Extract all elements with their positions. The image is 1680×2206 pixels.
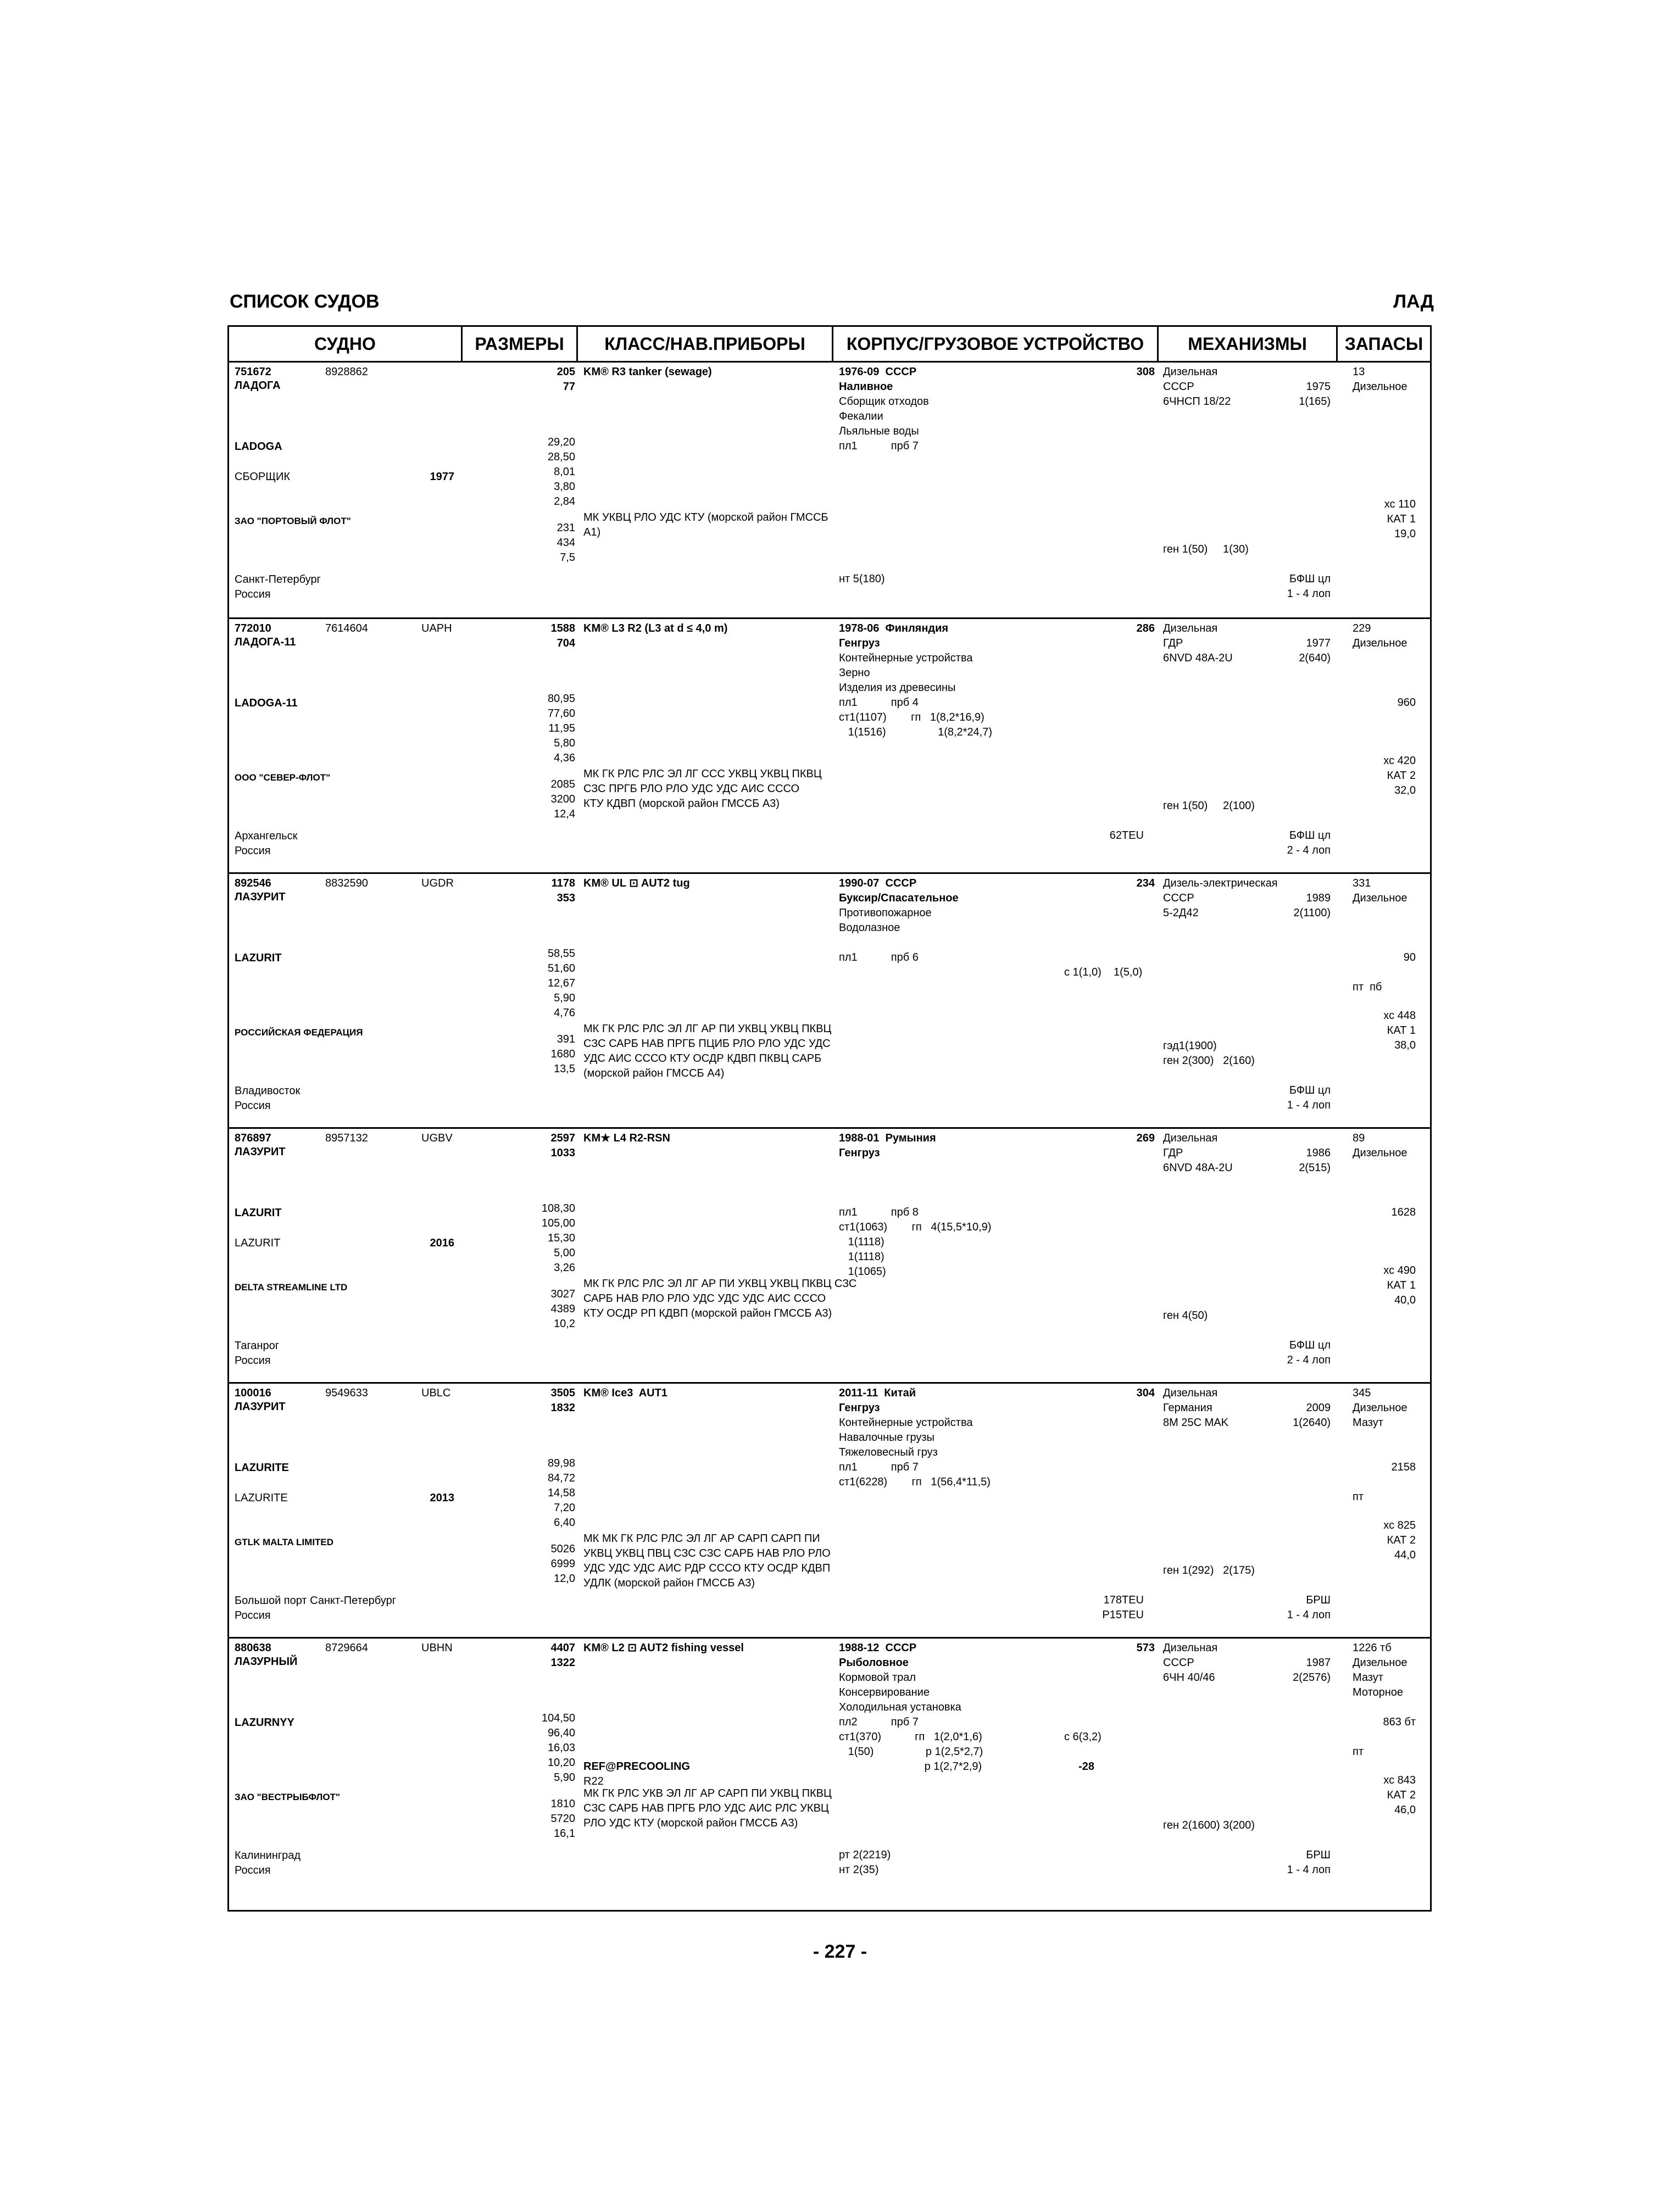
call-sign: UGDR	[421, 877, 454, 889]
propeller: БФШ цл 2 - 4 лоп	[1287, 829, 1331, 856]
extra-gear: с 1(1,0) 1(5,0)	[1064, 966, 1143, 978]
capacities: 391 1680 13,5	[550, 1033, 575, 1075]
refrigeration-temp: -28	[1078, 1761, 1094, 1773]
col-header-ship: СУДНО	[229, 327, 463, 361]
call-sign: UBHN	[421, 1642, 453, 1654]
endurance: хс 490 КАТ 1 40,0	[1383, 1264, 1416, 1306]
engine-model: 6NVD 48A-2U	[1163, 1162, 1233, 1174]
nav-equipment: МК ГК РЛС УКВ ЭЛ ЛГ АР САРП ПИ УКВЦ ПКВЦ СЗС САРБ НАВ ПРГБ РЛО УДС АИС РЛС УКВЦ РЛО УДС КТУ (морской район ГМССБ А3)	[583, 1787, 832, 1829]
dimensions: 104,50 96,40 16,03 10,20 5,90	[541, 1712, 575, 1784]
class-notation: KM® L2 ⊡ AUT2 fishing vessel	[583, 1642, 744, 1654]
net-tonnage: 353	[557, 892, 575, 904]
col-header-stores: ЗАПАСЫ	[1344, 334, 1423, 354]
country: Россия	[235, 1609, 271, 1622]
endurance: хс 825 КАТ 2 44,0	[1383, 1519, 1416, 1561]
engine-year: 2009	[1306, 1402, 1331, 1414]
owner: ООО "СЕВЕР-ФЛОТ"	[235, 772, 331, 783]
nav-equipment: МК ГК РЛС РЛС ЭЛ ЛГ АР ПИ УКВЦ УКВЦ ПКВЦ СЗС САРБ НАВ ПРГБ ПЦИБ РЛО РЛО УДС УДС УДС АИС СССО КТУ ОСДР КДВП ПКВЦ САРБ (морской район ГМССБ А4)	[583, 1023, 832, 1079]
home-port: Калининград	[235, 1850, 301, 1862]
generators: ген 1(50) 2(100)	[1163, 800, 1255, 812]
deadweight: 304	[1136, 1387, 1155, 1399]
net-tonnage: 1322	[550, 1657, 575, 1669]
owner: ЗАО "ВЕСТРЫБФЛОТ"	[235, 1792, 340, 1802]
build-info: 1978-06 Финляндия	[839, 622, 949, 634]
former-name: СБОРЩИК	[235, 471, 291, 483]
nav-equipment: МК ГК РЛС РЛС ЭЛ ЛГ ССС УКВЦ УКВЦ ПКВЦ СЗС ПРГБ РЛО РЛО УДС УДС АИС СССО КТУ КДВП (морской район ГМССБ А3)	[583, 768, 822, 810]
dimensions: 108,30 105,00 15,30 5,00 3,26	[541, 1202, 575, 1274]
propeller: БРШ 1 - 4 лоп	[1287, 1849, 1331, 1876]
engine-model: 6ЧН 40/46	[1163, 1672, 1215, 1684]
cranes: ст1(6228) гп 1(56,4*11,5)	[839, 1476, 991, 1488]
fuel-type: Дизельное Мазут Моторное	[1353, 1657, 1408, 1698]
extra-gear: с 6(3,2)	[1064, 1731, 1102, 1743]
fuel-capacity: 345	[1353, 1387, 1371, 1399]
former-year: 2016	[430, 1237, 454, 1249]
engine-year: 1989	[1306, 892, 1331, 904]
ship-name-latin: LADOGA	[235, 441, 282, 453]
gross-tonnage: 4407	[550, 1642, 575, 1654]
engine-type: Дизельная	[1163, 1132, 1218, 1144]
gross-tonnage: 3505	[550, 1387, 575, 1399]
fuel-type: Дизельное	[1353, 892, 1408, 904]
deadweight: 269	[1136, 1132, 1155, 1144]
gross-tonnage: 205	[557, 366, 575, 378]
net-tonnage: 704	[557, 637, 575, 649]
section-code: ЛАД	[1393, 291, 1434, 312]
endurance: хс 420 КАТ 2 32,0	[1383, 755, 1416, 796]
ship-record	[229, 1382, 1430, 1637]
teu: 178TEU P15TEU	[1102, 1594, 1144, 1621]
capacities: 1810 5720 16,1	[550, 1798, 575, 1840]
former-year: 1977	[430, 471, 454, 483]
generators: ген 1(292) 2(175)	[1163, 1564, 1255, 1576]
gross-tonnage: 1588	[550, 622, 575, 634]
reg-number: 892546	[235, 877, 271, 889]
imo-number: 8832590	[325, 877, 368, 889]
dimensions: 29,20 28,50 8,01 3,80 2,84	[547, 436, 575, 508]
imo-number: 8928862	[325, 366, 368, 378]
cranes: ст1(1107) гп 1(8,2*16,9) 1(1516) 1(8,2*24,7)	[839, 711, 993, 738]
cargo-types: Противопожарное Водолазное	[839, 907, 932, 934]
col-header-hull: КОРПУС/ГРУЗОВОЕ УСТРОЙСТВО	[833, 327, 1159, 361]
hull-type: Наливное	[839, 381, 893, 393]
fuel-volume: 90	[1403, 951, 1416, 963]
ship-record	[229, 1127, 1430, 1382]
home-port: Архангельск	[235, 830, 298, 842]
fuel-type: Дизельное	[1353, 381, 1408, 393]
fuel-capacity: 89	[1353, 1132, 1365, 1144]
cranes: ст1(1063) гп 4(15,5*10,9) 1(1118) 1(1118) 1(1065)	[839, 1221, 992, 1278]
home-port: Владивосток	[235, 1085, 301, 1097]
dimensions: 58,55 51,60 12,67 5,90 4,76	[547, 948, 575, 1019]
engine-country: СССР	[1163, 1657, 1194, 1669]
fuel-capacity: 331	[1353, 877, 1371, 889]
refrigerant: R22	[583, 1775, 604, 1787]
gross-tonnage: 2597	[550, 1132, 575, 1144]
fuel-type: Дизельное	[1353, 637, 1408, 649]
ship-table	[227, 325, 1432, 1912]
propeller: БФШ цл 1 - 4 лоп	[1287, 1084, 1331, 1111]
fuel-note: пт	[1353, 1746, 1364, 1758]
endurance: хс 843 КАТ 2 46,0	[1383, 1774, 1416, 1816]
engine-year: 1977	[1306, 637, 1331, 649]
ship-name: ЛАЗУРИТ	[235, 891, 286, 903]
ship-record	[229, 1637, 1430, 1892]
capacities: 231 434 7,5	[557, 522, 575, 564]
nav-equipment: МК УКВЦ РЛО УДС КТУ (морской район ГМССБ A1)	[583, 511, 828, 538]
deadweight: 308	[1136, 366, 1155, 378]
fuel-volume: 863 бт	[1383, 1716, 1416, 1728]
net-tonnage: 77	[563, 381, 575, 393]
ship-name-latin: LAZURIT	[235, 952, 282, 964]
engine-power: 2(515)	[1299, 1162, 1331, 1174]
ship-record	[229, 363, 1430, 617]
former-year: 2013	[430, 1492, 454, 1504]
country: Россия	[235, 1864, 271, 1876]
reg-number: 772010	[235, 622, 271, 634]
engine-type: Дизельная	[1163, 1642, 1218, 1654]
class-notation: KM® R3 tanker (sewage)	[583, 366, 712, 378]
hull-type: Буксир/Спасательное	[839, 892, 959, 904]
ship-name: ЛАДОГА	[235, 380, 281, 392]
former-name: LAZURIT	[235, 1237, 281, 1249]
hull-type: Генгруз	[839, 1402, 880, 1414]
hull-type: Генгруз	[839, 637, 880, 649]
generators: ген 2(1600) 3(200)	[1163, 1819, 1255, 1831]
net-tonnage: 1033	[550, 1147, 575, 1159]
fuel-note: пт пб	[1353, 981, 1382, 993]
dimensions: 89,98 84,72 14,58 7,20 6,40	[547, 1457, 575, 1529]
holds: пл1 прб 7	[839, 1461, 919, 1473]
home-port: Таганрог	[235, 1340, 280, 1352]
build-info: 1988-01 Румыния	[839, 1132, 936, 1144]
generators: ген 4(50)	[1163, 1310, 1208, 1322]
holds: пл1 прб 4	[839, 697, 919, 709]
fuel-volume: 960	[1397, 697, 1416, 709]
engine-type: Дизельная	[1163, 622, 1218, 634]
generators: ген 2(300) 2(160)	[1163, 1055, 1255, 1067]
ship-record	[229, 872, 1430, 1127]
propeller: БРШ 1 - 4 лоп	[1287, 1594, 1331, 1621]
build-info: 1976-09 СССР	[839, 366, 917, 378]
holds: пл2 прб 7	[839, 1716, 919, 1728]
fuel-capacity: 229	[1353, 622, 1371, 634]
fuel-volume: 2158	[1391, 1461, 1416, 1473]
engine-power: 2(640)	[1299, 652, 1331, 664]
call-sign: UGBV	[421, 1132, 453, 1144]
deadweight: 286	[1136, 622, 1155, 634]
country: Россия	[235, 1100, 271, 1112]
reg-number: 100016	[235, 1387, 271, 1399]
gross-tonnage: 1178	[551, 877, 575, 889]
country: Россия	[235, 1355, 271, 1367]
holds: пл1 прб 7	[839, 440, 919, 452]
imo-number: 8957132	[325, 1132, 368, 1144]
build-info: 2011-11 Китай	[839, 1387, 916, 1399]
holds: пл1 прб 8	[839, 1206, 919, 1218]
owner: ЗАО "ПОРТОВЫЙ ФЛОТ"	[235, 516, 351, 526]
class-notation: KM★ L4 R2-RSN	[583, 1132, 670, 1144]
deadweight: 234	[1136, 877, 1155, 889]
capacities: 5026 6999 12,0	[550, 1543, 575, 1585]
ship-name-latin: LAZURIT	[235, 1207, 282, 1219]
capacities: 3027 4389 10,2	[550, 1288, 575, 1330]
col-header-class: КЛАСС/НАВ.ПРИБОРЫ	[578, 327, 833, 361]
engine-year: 1986	[1306, 1147, 1331, 1159]
fuel-note: пт	[1353, 1491, 1364, 1503]
hull-type: Генгруз	[839, 1147, 880, 1159]
engine-model: 5-2Д42	[1163, 907, 1199, 919]
engine-model: 6ЧНСП 18/22	[1163, 395, 1231, 408]
engine-year: 1987	[1306, 1657, 1331, 1669]
page-number: - 227 -	[813, 1941, 867, 1962]
reg-number: 880638	[235, 1642, 271, 1654]
fuel-volume: 1628	[1391, 1206, 1416, 1218]
engine-type: Дизельная	[1163, 1387, 1218, 1399]
teu: 62TEU	[1109, 829, 1144, 842]
ship-name: ЛАДОГА-11	[235, 636, 296, 648]
imo-number: 8729664	[325, 1642, 368, 1654]
build-info: 1990-07 СССР	[839, 877, 917, 889]
endurance: хс 448 КАТ 1 38,0	[1383, 1010, 1416, 1051]
country: Россия	[235, 588, 271, 600]
cargo-types: Сборщик отходов Фекалии Льяльные воды	[839, 395, 929, 437]
owner: РОССИЙСКАЯ ФЕДЕРАЦИЯ	[235, 1027, 363, 1038]
engine-country: ГДР	[1163, 637, 1183, 649]
hull-tail: нт 5(180)	[839, 573, 885, 585]
engine-type: Дизель-электрическая	[1163, 877, 1278, 889]
reg-number: 751672	[235, 366, 271, 378]
country: Россия	[235, 845, 271, 857]
engine-year: 1975	[1306, 381, 1331, 393]
engine-power: 1(165)	[1299, 395, 1331, 408]
holds: пл1 прб 6	[839, 951, 919, 963]
fuel-capacity: 13	[1353, 366, 1365, 378]
fuel-capacity: 1226 тб	[1353, 1642, 1392, 1654]
dimensions: 80,95 77,60 11,95 5,80 4,36	[547, 693, 575, 764]
generators: ген 1(50) 1(30)	[1163, 543, 1249, 555]
col-header-dimensions: РАЗМЕРЫ	[463, 327, 578, 361]
engine-country: ГДР	[1163, 1147, 1183, 1159]
cargo-types: Контейнерные устройства Навалочные грузы Тяжеловесный груз	[839, 1417, 973, 1458]
ship-name: ЛАЗУРИТ	[235, 1401, 286, 1413]
ship-record	[229, 617, 1430, 872]
nav-equipment: МК ГК РЛС РЛС ЭЛ ЛГ АР ПИ УКВЦ УКВЦ ПКВЦ СЗС САРБ НАВ РЛО РЛО УДС УДС УДС АИС СССО КТУ ОСДР РП КДВП (морской район ГМССБ А3)	[583, 1278, 857, 1319]
imo-number: 9549633	[325, 1387, 368, 1399]
engine-power: 2(2576)	[1293, 1672, 1331, 1684]
ship-name: ЛАЗУРИТ	[235, 1146, 286, 1158]
class-notation: KM® L3 R2 (L3 at d ≤ 4,0 m)	[583, 622, 728, 634]
ship-name-latin: LAZURITE	[235, 1462, 289, 1474]
build-info: 1988-12 СССР	[839, 1642, 917, 1654]
former-name: LAZURITE	[235, 1492, 288, 1504]
endurance: хс 110 КАТ 1 19,0	[1384, 498, 1416, 540]
engine-country: СССР	[1163, 892, 1194, 904]
cargo-types: Контейнерные устройства Зерно Изделия из древесины	[839, 652, 973, 694]
fuel-type: Дизельное	[1353, 1147, 1408, 1159]
net-tonnage: 1832	[550, 1402, 575, 1414]
engine-model: 6NVD 48A-2U	[1163, 652, 1233, 664]
call-sign: UBLC	[421, 1387, 451, 1399]
cranes: ст1(370) гп 1(2,0*1,6) 1(50) р 1(2,5*2,7) р 1(2,7*2,9)	[839, 1731, 983, 1773]
capacities: 2085 3200 12,4	[550, 778, 575, 820]
class-notation: KM® Ice3 AUT1	[583, 1387, 667, 1399]
reg-number: 876897	[235, 1132, 271, 1144]
cargo-types: Кормовой трал Консервирование Холодильная установка	[839, 1672, 961, 1713]
engine-country: Германия	[1163, 1402, 1212, 1414]
engine-country: СССР	[1163, 381, 1194, 393]
engine-type: Дизельная	[1163, 366, 1218, 378]
propulsion-motor: гэд1(1900)	[1163, 1040, 1217, 1052]
home-port: Санкт-Петербург	[235, 573, 321, 586]
propeller: БФШ цл 1 - 4 лоп	[1287, 573, 1331, 600]
owner: GTLK MALTA LIMITED	[235, 1537, 334, 1547]
call-sign: UAPH	[421, 622, 452, 634]
propeller: БФШ цл 2 - 4 лоп	[1287, 1339, 1331, 1366]
deadweight: 573	[1136, 1642, 1155, 1654]
ship-name-latin: LADOGA-11	[235, 697, 298, 709]
owner: DELTA STREAMLINE LTD	[235, 1282, 348, 1293]
hull-type: Рыболовное	[839, 1657, 909, 1669]
hull-tail: рт 2(2219) нт 2(35)	[839, 1849, 891, 1876]
ship-name-latin: LAZURNYY	[235, 1717, 294, 1729]
engine-model: 8M 25C MAK	[1163, 1417, 1228, 1429]
nav-equipment: МК МК ГК РЛС РЛС ЭЛ ЛГ АР САРП САРП ПИ УКВЦ УКВЦ ПВЦ СЗС СЗС САРБ НАВ РЛО РЛО УДС УДС УДС АИС РДР СССО КТУ ОСДР КДВП УДЛК (морской район ГМССБ А3)	[583, 1533, 831, 1589]
imo-number: 7614604	[325, 622, 368, 634]
engine-power: 1(2640)	[1293, 1417, 1331, 1429]
class-notation: KM® UL ⊡ AUT2 tug	[583, 877, 690, 889]
page-title: СПИСОК СУДОВ	[230, 291, 380, 312]
home-port: Большой порт Санкт-Петербург	[235, 1595, 397, 1607]
ship-name: ЛАЗУРНЫЙ	[235, 1656, 298, 1668]
refrigeration: REF@PRECOOLING	[583, 1761, 690, 1773]
fuel-type: Дизельное Мазут	[1353, 1402, 1408, 1429]
col-header-machinery: МЕХАНИЗМЫ	[1159, 327, 1338, 361]
engine-power: 2(1100)	[1293, 907, 1331, 919]
